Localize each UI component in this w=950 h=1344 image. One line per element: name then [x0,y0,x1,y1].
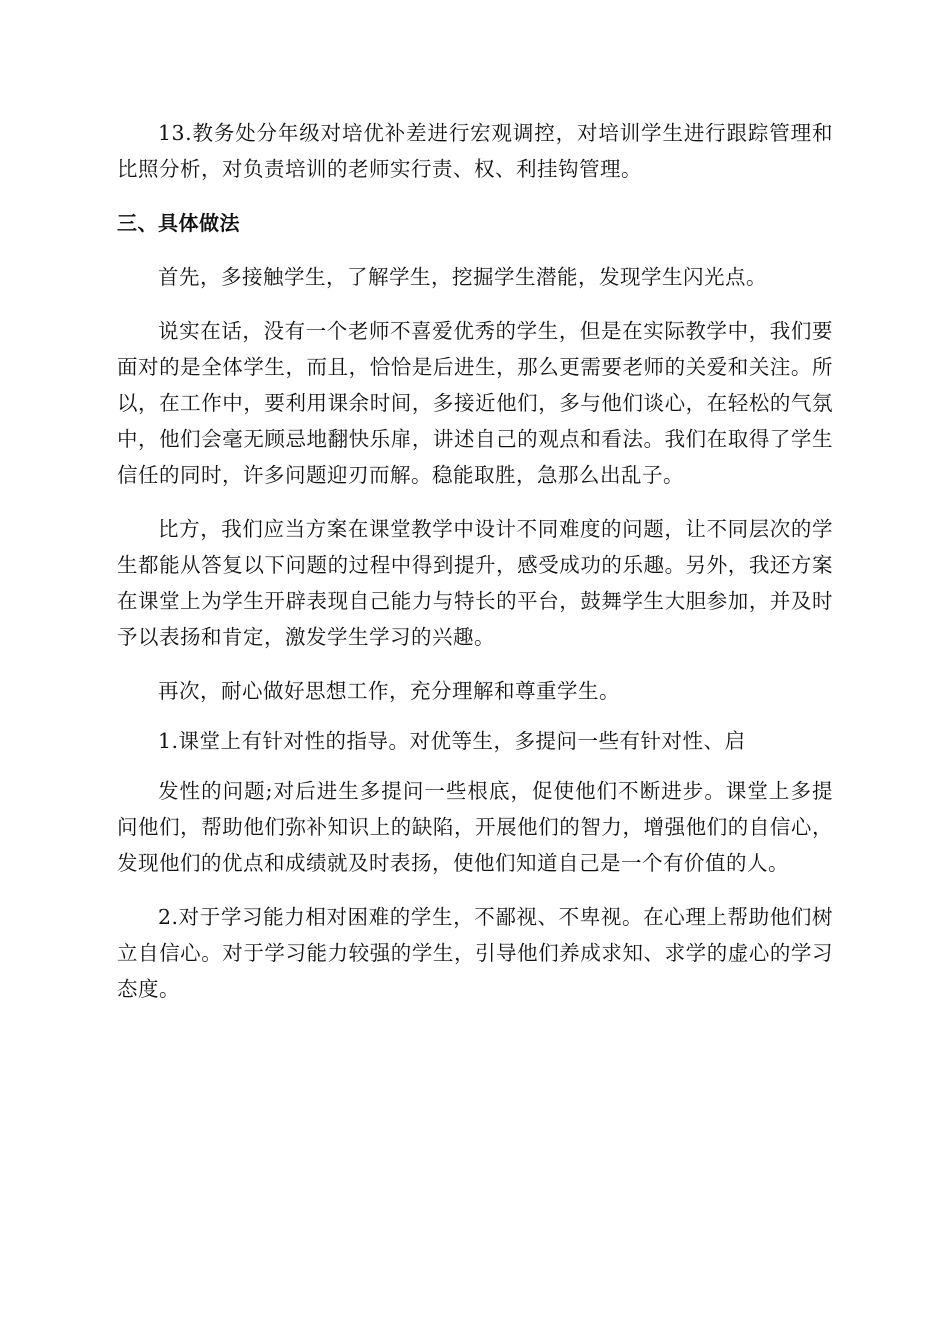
paragraph-example: 比方，我们应当方案在课堂教学中设计不同难度的问题，让不同层次的学生都能从答复以下问题的过程中得到提升，感受成功的乐趣。另外，我还方案在课堂上为学生开辟表现自己能力与特长的平台，鼓舞学生大胆参加，并及时予以表扬和肯定，激发学生学习的兴趣。 [117,517,833,649]
paragraph-again: 再次，耐心做好思想工作，充分理解和尊重学生。 [158,679,620,703]
paragraph-first: 首先，多接触学生，了解学生，挖掘学生潜能，发现学生闪光点。 [158,265,767,289]
paragraph-item-13: 13.教务处分年级对培优补差进行宏观调控，对培训学生进行跟踪管理和比照分析，对负责培训的老师实行责、权、利挂钩管理。 [117,121,833,181]
paragraph-honest: 说实在话，没有一个老师不喜爱优秀的学生，但是在实际教学中，我们要面对的是全体学生，而且，恰恰是后进生，那么更需要老师的关爱和关注。所以，在工作中，要利用课余时间，多接近他们，多与他们谈心，在轻松的气氛中，他们会毫无顾忌地翻快乐扉，讲述自己的观点和看法。我们在取得了学生信任的同时，许多问题迎刃而解。稳能取胜，急那么出乱子。 [117,319,833,487]
section-heading: 三、具体做法 [117,211,240,235]
paragraph-item-1-continued: 发性的问题;对后进生多提问一些根底，促使他们不断进步。课堂上多提问他们，帮助他们弥补知识上的缺陷，开展他们的智力，增强他们的自信心，发现他们的优点和成绩就及时表扬，使他们知道自己是一个有价值的人。 [117,779,833,875]
paragraph-item-2: 2.对于学习能力相对困难的学生，不鄙视、不卑视。在心理上帮助他们树立自信心。对于学习能力较强的学生，引导他们养成求知、求学的虚心的学习态度。 [117,905,833,1001]
document-page [117,115,833,1007]
paragraph-item-1: 1.课堂上有针对性的指导。对优等生，多提问一些有针对性、启 [158,729,746,753]
